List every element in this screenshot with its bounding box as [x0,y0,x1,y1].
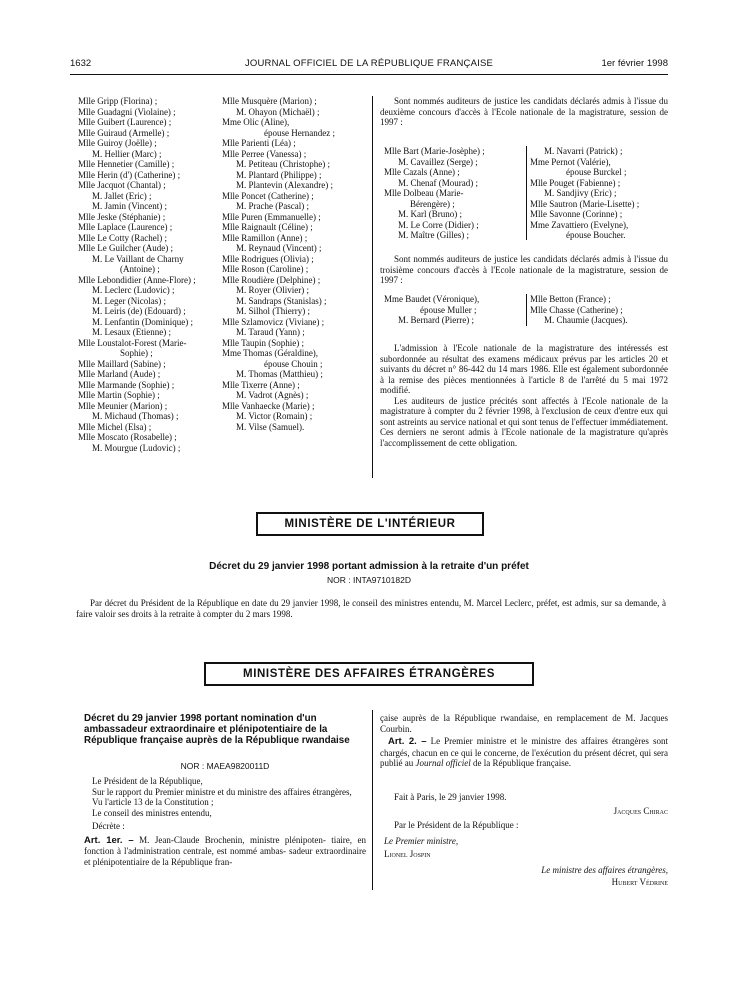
admission-paragraphs [380,343,668,448]
page-number: 1632 [70,58,92,69]
list-item: M. Sandraps (Stanislas) ; [236,295,327,306]
ministry-interieur-heading: MINISTÈRE DE L'INTÉRIEUR [256,512,484,536]
list-item: Mlle Perree (Vanessa) ; [222,148,307,159]
list-item: M. Lenfantin (Dominique) ; [92,316,193,327]
list-item: M. Lesaux (Etienne) ; [92,327,171,337]
list-troisieme-concours-left [384,294,524,326]
list-item: M. Reynaud (Vincent) ; [236,243,322,253]
list-item: Mlle Tixerre (Anne) ; [222,379,300,390]
list-item: M. Leclerc (Ludovic) ; [92,285,175,295]
list-item: épouse Burckel ; [566,167,627,177]
decrete-line: Décrète : [92,821,125,831]
list-item: M. Mourgue (Ludovic) ; [92,442,181,453]
list-item: Mlle Guiraud (Armelle) ; [78,127,170,138]
list-item: M. Le Vaillant de Charny [92,253,184,264]
list-item: M. Leiris (de) (Edouard) ; [92,306,186,316]
list-item: Mlle Le Guilcher (Aude) ; [78,243,173,253]
list-item: Mlle Savonne (Corinne) ; [530,209,623,219]
list-item: Mlle Herin (d') (Catherine) ; [78,169,181,180]
list-item: M. Thomas (Matthieu) ; [236,369,323,379]
list-item: Mlle Jacquot (Chantal) ; [78,180,166,190]
header-rule [70,74,668,75]
list-item: Mlle Hennetier (Camille) ; [78,159,175,169]
list-troisieme-concours-right [530,294,670,326]
list-item: Mlle Guiroy (Joëlle) ; [78,138,157,148]
decree-nomination-title: Décret du 29 janvier 1998 portant nomination d'un ambassadeur extraordinaire et plénipotentiaire de la République française auprès de la République rwandaise [84,713,350,746]
decree-retraite-body: Par décret du Président de la République en date du 29 janvier 1998, le conseil des ministres entendu, M. Marcel Leclerc, préfet, est admis, sur sa demande, à faire valoir ses droits à la retraite à compter du 2 mars 1998. [76,598,666,619]
list-item: Mlle Marmande (Sophie) ; [78,379,175,390]
decree-retraite-title: Décret du 29 janvier 1998 portant admission à la retraite d'un préfet [209,561,529,572]
list-item: Mlle Sautron (Marie-Lisette) ; [530,198,640,209]
list-second-concours-left [384,146,524,241]
decree-nomination-visas [84,776,366,867]
list-item: M. Prache (Pascal) ; [236,201,309,211]
list-item: Mlle Parienti (Léa) ; [222,138,296,148]
list-item: Mlle Le Cotty (Rachel) ; [78,232,167,243]
list-item: Mme Baudet (Véronique), [384,294,480,304]
names-column-1 [78,96,218,453]
list-second-concours-right [530,146,670,241]
list-item: Mlle Rodrigues (Olivia) ; [222,253,314,264]
article-1-label: Art. 1er. – [84,834,134,846]
list-item: M. Chaumie (Jacques). [544,315,628,325]
list-item: Mlle Dolbeau (Marie- [384,188,464,198]
list-item: (Antoine) ; [120,264,160,274]
list-item: M. Chenaf (Mourad) ; [398,177,478,188]
list-item: Mlle Maillard (Sabine) ; [78,358,166,369]
list-item: M. Navarri (Patrick) ; [544,146,623,156]
list-item: M. Royer (Olivier) ; [236,285,309,295]
list-item: Mlle Jeske (Stéphanie) ; [78,211,166,222]
list-item: Mlle Cazals (Anne) ; [384,167,460,177]
visa-line: Le conseil des ministres entendu, [92,807,212,818]
list-item: M. Silhol (Thierry) ; [236,306,310,316]
article-2-journal: Journal officiel [415,758,471,768]
intro-troisieme-concours: Sont nommés auditeurs de justice les candidats déclarés admis à l'issue du troisième concours d'accès à l'Ecole nationale de la magistrature, session de 1997 : [380,254,668,285]
list-item: Mlle Loustalot-Forest (Marie- [78,337,187,348]
names-column-2 [222,96,370,432]
list-item: épouse Chouin ; [264,358,323,369]
list-item: Mlle Vanhaecke (Marie) ; [222,400,315,411]
list-item: Mlle Taupin (Sophie) ; [222,337,304,348]
list-item: épouse Hernandez ; [264,127,335,138]
par-le-president: Par le Président de la République : [394,820,519,830]
visa-line: Vu l'article 13 de la Constitution ; [92,797,214,807]
list-item: M. Vadrot (Agnès) ; [236,390,309,400]
decree-retraite-nor: NOR : INTA9710182D [327,575,411,585]
list-divider [526,146,527,240]
list-item: Mlle Michel (Elsa) ; [78,421,152,432]
list-item: M. Jallet (Eric) ; [92,190,152,201]
signature-chirac: Jacques Chirac [613,806,668,816]
article-1 [84,835,366,868]
ministre-affaires-label: Le ministre des affaires étrangères, [541,865,668,875]
list-item: Mlle Chasse (Catherine) ; [530,304,623,315]
list-item: M. Jamin (Vincent) ; [92,201,167,211]
list-item: Mlle Roudière (Delphine) ; [222,274,321,285]
list-item: Mlle Gripp (Florina) ; [78,96,158,106]
list-item: M. Plantard (Philippe) ; [236,169,322,180]
list-item: Mlle Moscato (Rosabelle) ; [78,432,177,442]
journal-title: JOURNAL OFFICIEL DE LA RÉPUBLIQUE FRANÇAISE [244,58,494,69]
list-item: M. Taraud (Yann) ; [236,327,305,337]
page-header [70,58,668,72]
list-item: M. Cavaillez (Serge) ; [398,156,478,167]
list-item: Mme Pernot (Valérie), [530,156,611,167]
intro-second-concours: Sont nommés auditeurs de justice les candidats déclarés admis à l'issue du deuxième concours d'accès à l'Ecole nationale de la magistrature, session de 1997 : [380,96,668,127]
list-item: M. Maître (Gilles) ; [398,230,469,240]
list-item: Mme Zavattiero (Evelyne), [530,219,629,230]
premier-ministre-label: Le Premier ministre, [384,836,459,846]
list-item: Mlle Betton (France) ; [530,294,611,304]
column-divider [372,96,373,478]
signature-vedrine: Hubert Védrine [611,877,668,887]
ministry-etrangeres-heading: MINISTÈRE DES AFFAIRES ÉTRANGÈRES [204,662,534,686]
list-item: M. Petiteau (Christophe) ; [236,159,330,169]
list-item: Mme Thomas (Géraldine), [222,348,319,358]
list-item: Mlle Pouget (Fabienne) ; [530,177,621,188]
column-divider [372,710,373,890]
article-1-continued: çaise auprès de la République rwandaise, en remplacement de M. Jacques Courbin. [380,713,668,734]
list-item: M. Bernard (Pierre) ; [398,315,474,325]
fait-a-paris: Fait à Paris, le 29 janvier 1998. [394,792,507,802]
list-item: Mlle Guibert (Laurence) ; [78,117,172,127]
issue-date: 1er février 1998 [601,58,668,69]
article-2-label: Art. 2. – [388,736,427,747]
decree-nomination-nor: NOR : MAEA9820011D [180,761,270,771]
affectation-paragraph: Les auditeurs de justice précités sont affectés à l'Ecole nationale de la magistrature à compter du 2 février 1998, à l'exclusion de ceux d'entre eux qui sont astreints au service national et qui sont tenus de l'effectuer immédiatement. Ces derniers ne seront admis à l'Ecole nationale de la magistrature qu'après l'accomplissement de cette obligation. [380,395,668,448]
list-item: Sophie) ; [120,348,153,358]
list-item: Mlle Raignault (Céline) ; [222,222,313,232]
list-item: Mlle Martin (Sophie) ; [78,390,160,400]
list-item: M. Karl (Bruno) ; [398,209,462,219]
list-item: M. Ohayon (Michaël) ; [236,106,320,117]
list-item: Mlle Puren (Emmanuelle) ; [222,211,321,222]
list-item: Mlle Bart (Marie-Josèphe) ; [384,146,485,156]
list-item: Mlle Roson (Caroline) ; [222,264,309,274]
list-item: M. Victor (Romain) ; [236,411,313,421]
list-item: M. Vilse (Samuel). [236,421,305,432]
list-item: M. Sandjivy (Eric) ; [544,188,617,198]
list-item: Mlle Poncet (Catherine) ; [222,190,314,201]
list-item: Mlle Ramillon (Anne) ; [222,232,308,243]
list-item: Mlle Lebondidier (Anne-Flore) ; [78,274,196,285]
list-item: M. Hellier (Marc) ; [92,148,162,159]
signature-jospin: Lionel Jospin [384,849,431,859]
list-item: épouse Muller ; [420,304,477,315]
list-item: Mlle Guadagni (Violaine) ; [78,106,176,117]
list-item: Mlle Meunier (Marion) ; [78,400,168,411]
list-item: M. Le Corre (Didier) ; [398,219,479,230]
list-item: M. Leger (Nicolas) ; [92,295,166,306]
list-item: épouse Boucher. [566,230,626,240]
list-item: Mlle Laplace (Laurence) ; [78,222,173,232]
article-2-text-b: de la République française. [473,758,571,768]
list-item: Mlle Szlamovicz (Viviane) ; [222,316,325,327]
list-item: M. Michaud (Thomas) ; [92,411,179,421]
list-item: Mlle Marland (Aude) ; [78,369,161,379]
list-item: M. Plantevin (Alexandre) ; [236,180,333,190]
list-item: Mme Olic (Aline), [222,117,290,127]
list-item: Bérengère) ; [410,198,455,209]
visa-line: Le Président de la République, [92,776,203,786]
article-2 [380,736,668,769]
list-divider [526,294,527,326]
admission-paragraph: L'admission à l'Ecole nationale de la magistrature des intéressés est subordonnée au résultat des examens médicaux prévus par les articles 20 et suivants du décret n° 86-442 du 14 mars 1986. Elle est également subordonnée à la remise des pièces mentionnées à l'article 8 de l'arrêté du 5 mai 1972 modifié. [380,343,668,395]
decree-nomination-continued [380,713,668,769]
article-2-text-a: Le Premier ministre et le ministre des affaires étrangères sont chargés, chacun en ce qui le concerne, de l'exécution du présent décret, qui sera publié au [380,736,668,768]
article-1-text: M. Jean-Claude Brochenin, ministre plénipoten- tiaire, en fonction à l'administration centrale, est nommé ambas- sadeur extraordinaire et plénipotentiaire de la République fran- [84,834,366,867]
list-item: Mlle Musquère (Marion) ; [222,96,317,106]
visa-line: Sur le rapport du Premier ministre et du ministre des affaires étrangères, [92,786,352,797]
